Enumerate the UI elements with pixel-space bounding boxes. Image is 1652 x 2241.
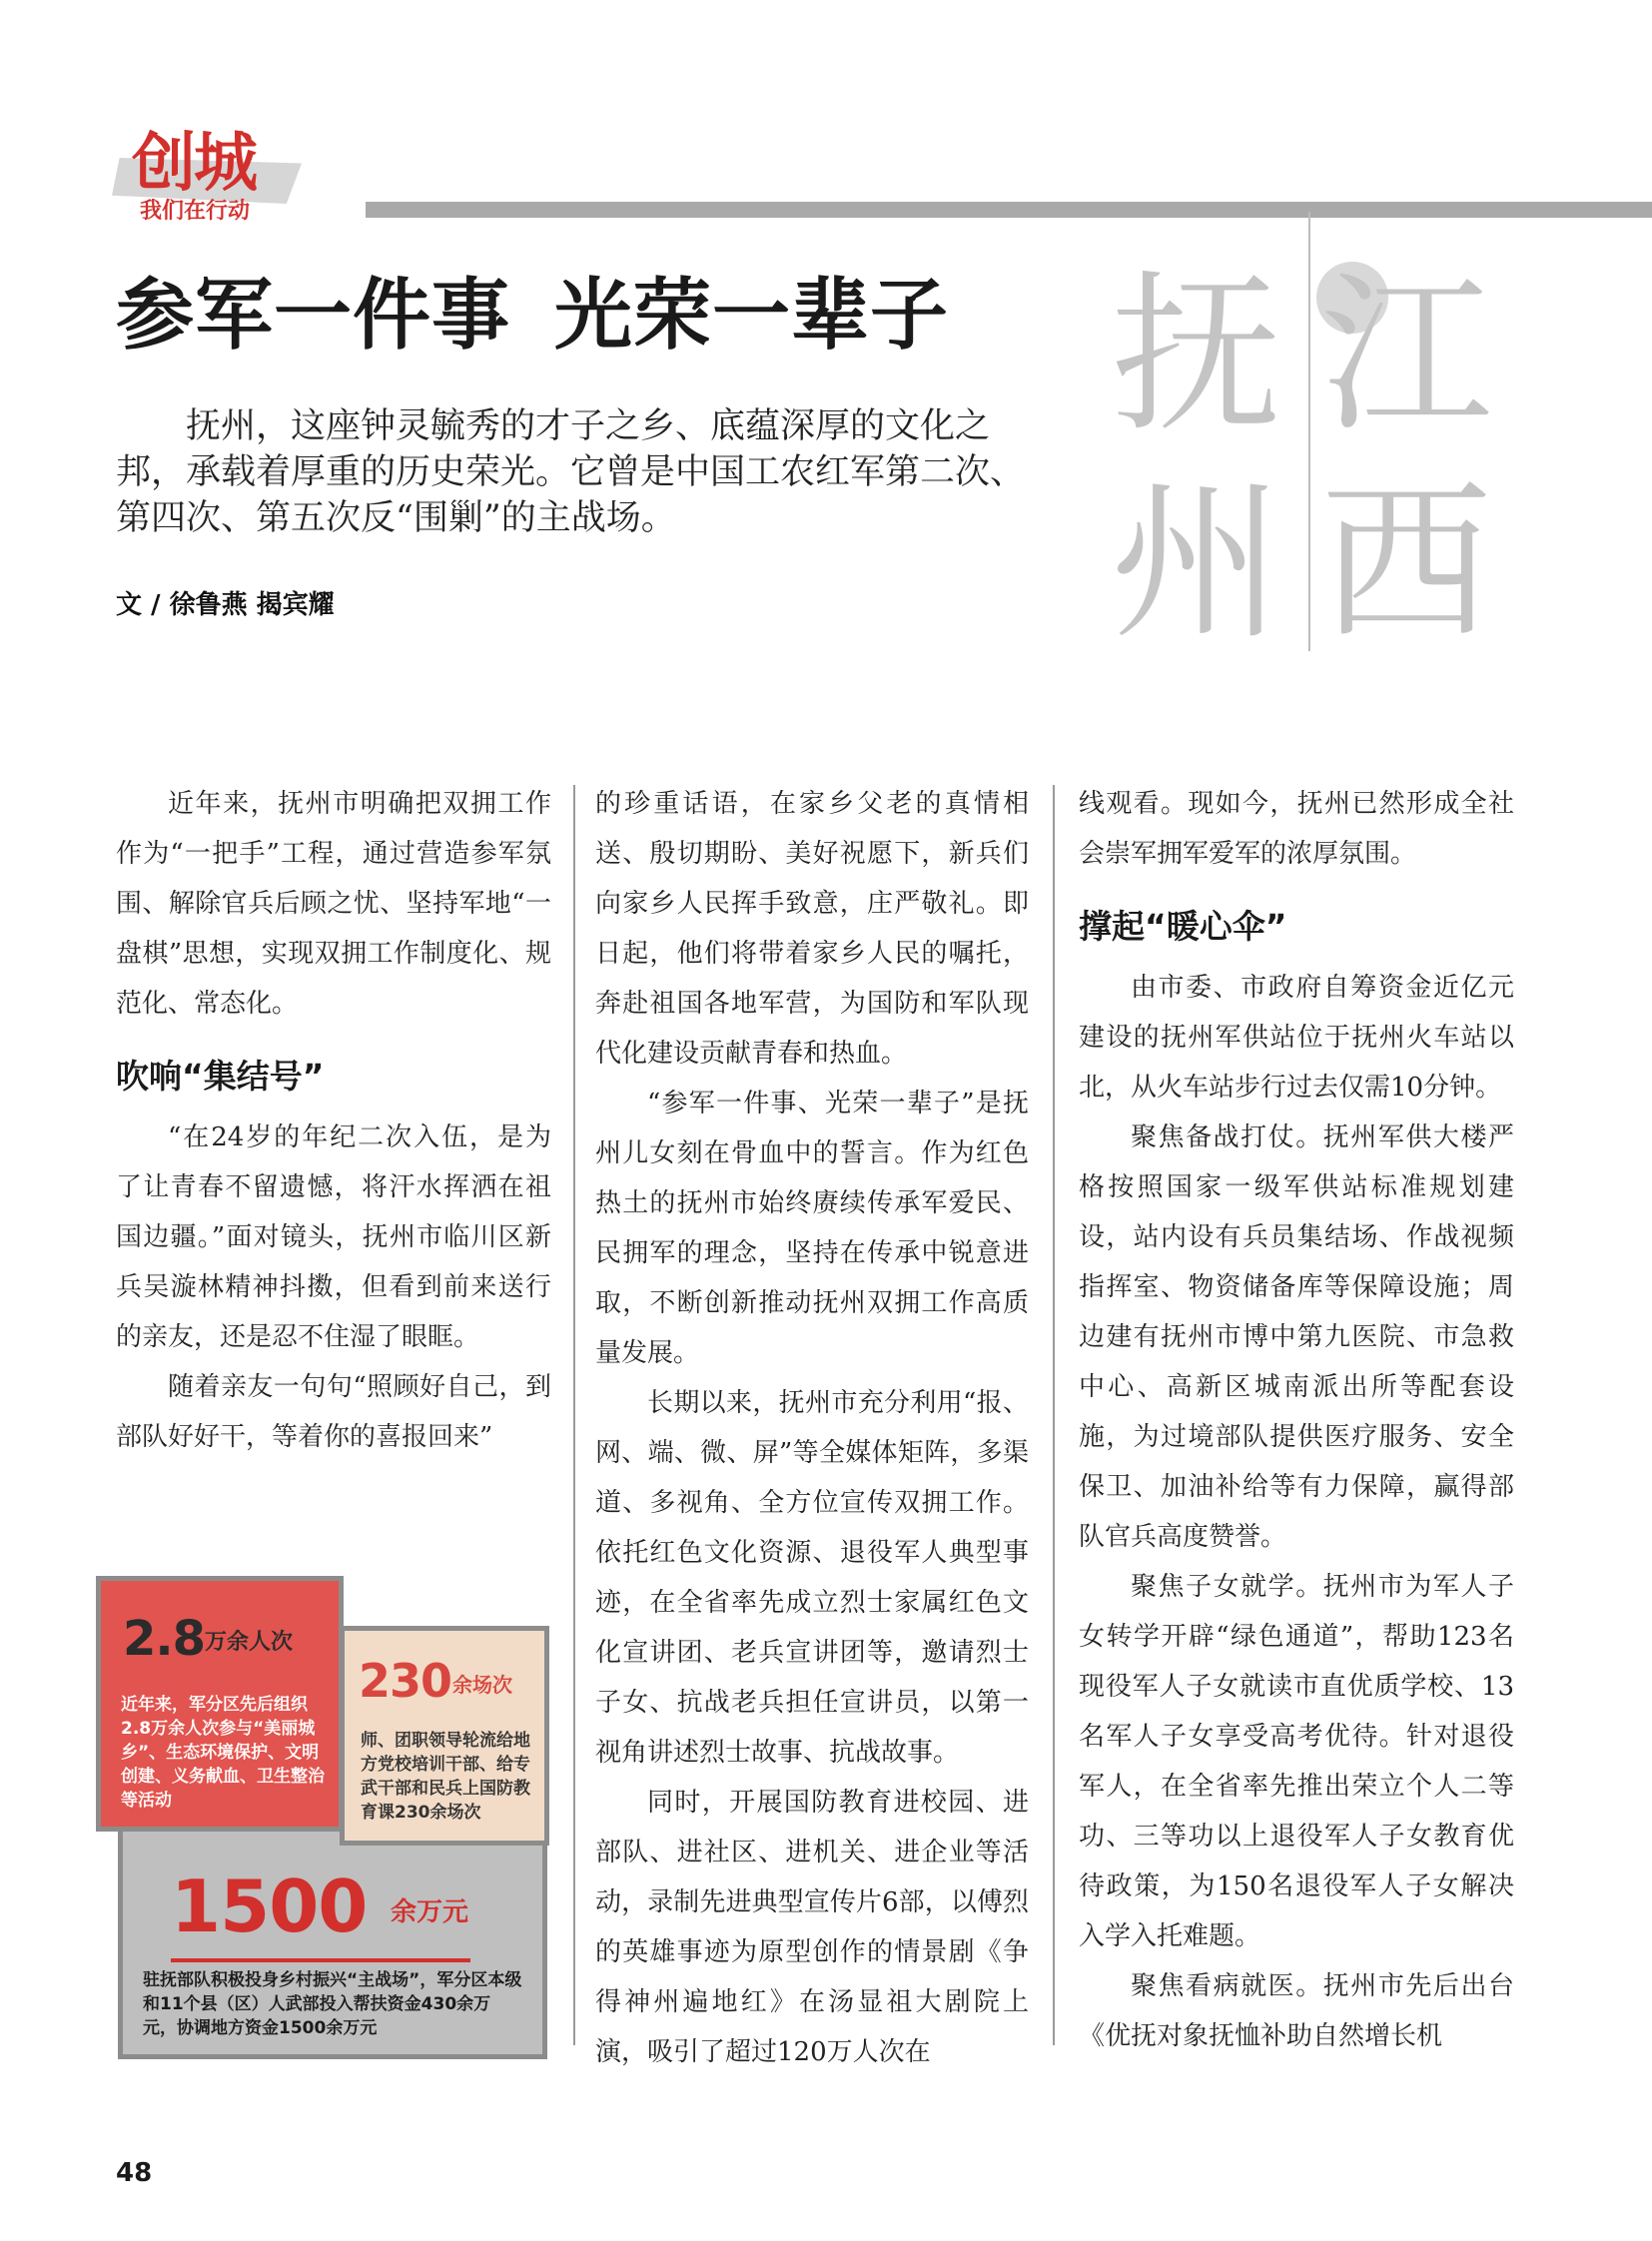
stat-unit: 余场次 (452, 1673, 512, 1697)
stat-description: 师、团职领导轮流给地方党校培训干部、给专武干部和民兵上国防教育课230余场次 (361, 1731, 530, 1823)
article-lead: 抚州，这座钟灵毓秀的才子之乡、底蕴深厚的文化之邦，承载着厚重的历史荣光。它曾是中国工农红军第二次、第四次、第五次反“围剿”的主战场。 (116, 406, 1026, 538)
text-column-2 (595, 779, 1029, 2077)
header-rule (366, 202, 1652, 218)
decorative-char: 抚 (1111, 255, 1282, 455)
decorative-char: 州 (1111, 462, 1282, 663)
paragraph: 聚焦看病就医。抚州市先后出台《优抚对象抚恤补助自然增长机 (1079, 1971, 1514, 2051)
stat-description: 近年来，军分区先后组织2.8万余人次参与“美丽城乡”、生态环境保护、文明创建、义务献血、卫生整治等活动 (121, 1695, 325, 1811)
page-number: 48 (116, 2158, 153, 2188)
paragraph: “参军一件事、光荣一辈子”是抚州儿女刻在骨血中的誓言。作为红色热土的抚州市始终赓续传承军爱民、民拥军的理念，坚持在传承中锐意进取，不断创新推动抚州双拥工作高质量发展。 (595, 1089, 1029, 1368)
article-byline: 文 / 徐鲁燕 揭宾耀 (116, 590, 335, 620)
paragraph: 随着亲友一句句“照顾好自己，到部队好好干，等着你的喜报回来” (116, 1372, 551, 1452)
brand-title: 创城 (132, 127, 256, 201)
stat-number: 1500 (171, 1865, 368, 1948)
stat-unit: 余万元 (391, 1897, 469, 1927)
paragraph: 线观看。现如今，抚州已然形成全社会崇军拥军爱军的浓厚氛围。 (1079, 789, 1514, 869)
stats-infographic (96, 1576, 555, 2055)
stat-underline (171, 1958, 470, 1962)
paragraph: 近年来，抚州市明确把双拥工作作为“一把手”工程，通过营造参军氛围、解除官兵后顾之忧、坚持军地“一盘棋”思想，实现双拥工作制度化、规范化、常态化。 (116, 789, 551, 1019)
decorative-divider (1308, 212, 1310, 651)
paragraph: 的珍重话语，在家乡父老的真情相送、殷切期盼、美好祝愿下，新兵们向家乡人民挥手致意，庄严敬礼。即日起，他们将带着家乡人民的嘱托，奔赴祖国各地军营，为国防和军队现代化建设贡献青春和热血。 (595, 789, 1029, 1069)
paragraph: 聚焦子女就学。抚州市为军人子女转学开辟“绿色通道”，帮助123名现役军人子女就读市直优质学校、13名军人子女享受高考优待。针对退役军人，在全省率先推出荣立个人二等功、三等功以上退役军人子女教育优待政策，为150名退役军人子女解决入学入托难题。 (1079, 1572, 1514, 1951)
article-title (116, 268, 993, 364)
stat-unit: 万余人次 (205, 1630, 294, 1655)
column-divider (573, 785, 575, 2045)
paragraph: 长期以来，抚州市充分利用“报、网、端、微、屏”等全媒体矩阵，多渠道、多视角、全方位宣传双拥工作。依托红色文化资源、退役军人典型事迹，在全省率先成立烈士家属红色文化宣讲团、老兵宣讲团等，邀请烈士子女、抗战老兵担任宣讲员，以第一视角讲述烈士故事、抗战故事。 (595, 1388, 1029, 1768)
paragraph: 由市委、市政府自筹资金近亿元建设的抚州军供站位于抚州火车站以北，从火车站步行过去仅需10分钟。 (1079, 973, 1514, 1103)
decorative-char: 江 (1320, 255, 1492, 455)
title-part-2: 光荣一辈子 (554, 271, 950, 361)
brand-subtitle: 我们在行动 (140, 199, 251, 224)
stat-number: 2.8 (123, 1611, 206, 1667)
stat-box-volunteers (96, 1576, 344, 1832)
text-column-3 (1079, 779, 1514, 2061)
paragraph: 同时，开展国防教育进校园、进部队、进社区、进机关、进企业等活动，录制先进典型宣传片6部，以傅烈的英雄事迹为原型创作的情景剧《争得神州遍地红》在汤显祖大剧院上演，吸引了超过120万人次在 (595, 1788, 1029, 2067)
stat-description: 驻抚部队积极投身乡村振兴“主战场”，军分区本级和11个县（区）人武部投入帮扶资金430余万元，协调地方资金1500余万元 (143, 1970, 522, 2038)
section-heading: 撑起“暖心伞” (1079, 907, 1287, 946)
stat-number: 230 (359, 1654, 452, 1708)
text-column-1 (116, 779, 551, 1462)
decorative-char: 西 (1320, 462, 1492, 663)
column-divider (1053, 785, 1055, 2045)
paragraph: 聚焦备战打仗。抚州军供大楼严格按照国家一级军供站标准规划建设，站内设有兵员集结场、作战视频指挥室、物资储备库等保障设施；周边建有抚州市博中第九医院、市急救中心、高新区城南派出所等配套设施，为过境部队提供医疗服务、安全保卫、加油补给等有力保障，赢得部队官兵高度赞誉。 (1079, 1122, 1514, 1552)
section-brand (112, 128, 302, 228)
stat-box-lectures (340, 1626, 549, 1846)
paragraph: “在24岁的年纪二次入伍，是为了让青春不留遗憾，将汗水挥洒在祖国边疆。”面对镜头，抚州市临川区新兵吴漩林精神抖擞，但看到前来送行的亲友，还是忍不住湿了眼眶。 (116, 1122, 551, 1352)
section-heading: 吹响“集结号” (116, 1057, 325, 1096)
title-part-1: 参军一件事 (116, 271, 511, 361)
